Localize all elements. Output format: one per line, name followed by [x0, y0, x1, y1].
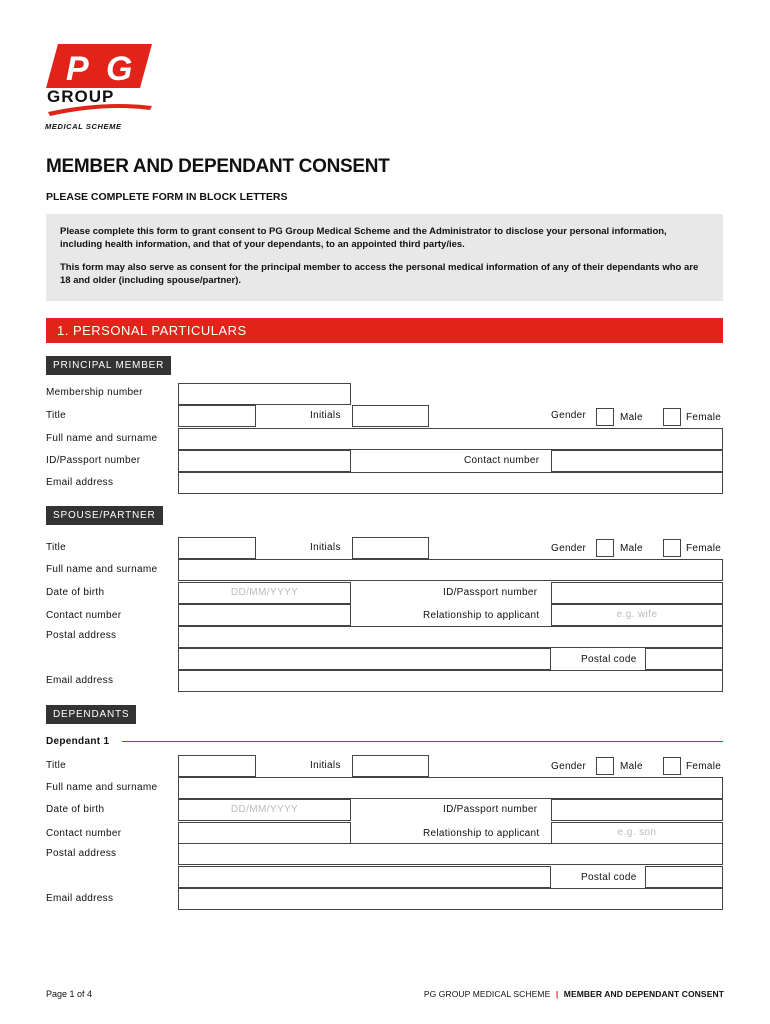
spouse-relationship-input[interactable]: e.g. wife — [551, 604, 723, 626]
spouse-dob-label: Date of birth — [46, 587, 105, 598]
dep-postal-label: Postal address — [46, 848, 117, 859]
footer-separator: | — [555, 989, 559, 999]
spouse-partner-tag: SPOUSE/PARTNER — [46, 506, 163, 525]
dep-postal-code-label: Postal code — [581, 872, 637, 883]
svg-text:G: G — [106, 50, 133, 88]
spouse-female-checkbox[interactable] — [663, 539, 681, 557]
spouse-fullname-label: Full name and surname — [46, 564, 158, 575]
intro-box — [46, 214, 723, 301]
footer-title — [424, 989, 724, 999]
contact-input[interactable] — [551, 450, 723, 472]
dep-id-label: ID/Passport number — [443, 804, 538, 815]
spouse-email-input[interactable] — [178, 670, 723, 692]
dep-gender-label: Gender — [551, 761, 587, 772]
spouse-postal-code-input[interactable] — [645, 648, 723, 670]
dependants-tag: DEPENDANTS — [46, 705, 136, 724]
spouse-postal-line-1[interactable] — [178, 626, 723, 648]
section-personal-particulars: 1. PERSONAL PARTICULARS — [46, 318, 723, 343]
spouse-relationship-label: Relationship to applicant — [423, 610, 540, 621]
male-label: Male — [620, 412, 643, 423]
spouse-title-input[interactable] — [178, 537, 256, 559]
footer-doc-title: MEMBER AND DEPENDANT CONSENT — [563, 989, 724, 999]
logo-group-text: GROUP — [47, 87, 115, 106]
dep-postal-line-2[interactable] — [178, 866, 551, 888]
email-input[interactable] — [178, 472, 723, 494]
dep-email-label: Email address — [46, 893, 114, 904]
title-label: Title — [46, 410, 67, 421]
contact-label: Contact number — [464, 455, 540, 466]
email-label: Email address — [46, 477, 114, 488]
spouse-title-label: Title — [46, 542, 67, 553]
title-input[interactable] — [178, 405, 256, 427]
id-input[interactable] — [178, 450, 351, 472]
spouse-id-input[interactable] — [551, 582, 723, 604]
membership-input[interactable] — [178, 383, 351, 405]
spouse-female-label: Female — [686, 543, 722, 554]
dep-title-input[interactable] — [178, 755, 256, 777]
dep-postal-code-input[interactable] — [645, 866, 723, 888]
dep-dob-label: Date of birth — [46, 804, 105, 815]
dep-fullname-input[interactable] — [178, 777, 723, 799]
svg-text:P: P — [66, 50, 89, 88]
initials-label: Initials — [310, 410, 341, 421]
dep-email-input[interactable] — [178, 888, 723, 910]
spouse-postal-line-2[interactable] — [178, 648, 551, 670]
dep-female-label: Female — [686, 761, 722, 772]
female-label: Female — [686, 412, 722, 423]
spouse-initials-label: Initials — [310, 542, 341, 553]
dep-contact-input[interactable] — [178, 822, 351, 844]
id-label: ID/Passport number — [46, 455, 141, 466]
page-number: Page 1 of 4 — [46, 989, 93, 999]
dep-postal-line-1[interactable] — [178, 843, 723, 865]
spouse-contact-input[interactable] — [178, 604, 351, 626]
dep-title-label: Title — [46, 760, 67, 771]
dep-male-checkbox[interactable] — [596, 757, 614, 775]
logo — [44, 42, 156, 134]
dependant-1-heading: Dependant 1 — [46, 736, 110, 747]
spouse-postal-code-label: Postal code — [581, 654, 637, 665]
dependant-1-divider — [122, 741, 723, 742]
page-subtitle: PLEASE COMPLETE FORM IN BLOCK LETTERS — [46, 191, 288, 203]
gender-label: Gender — [551, 410, 587, 421]
male-checkbox[interactable] — [596, 408, 614, 426]
spouse-male-checkbox[interactable] — [596, 539, 614, 557]
spouse-gender-label: Gender — [551, 543, 587, 554]
spouse-fullname-input[interactable] — [178, 559, 723, 581]
spouse-id-label: ID/Passport number — [443, 587, 538, 598]
footer-scheme: PG GROUP MEDICAL SCHEME — [423, 989, 551, 999]
spouse-email-label: Email address — [46, 675, 114, 686]
dep-relationship-label: Relationship to applicant — [423, 828, 540, 839]
spouse-initials-input[interactable] — [352, 537, 429, 559]
spouse-contact-label: Contact number — [46, 610, 122, 621]
logo-scheme-text: MEDICAL SCHEME — [45, 122, 122, 131]
dep-initials-input[interactable] — [352, 755, 429, 777]
fullname-label: Full name and surname — [46, 433, 158, 444]
dep-id-input[interactable] — [551, 799, 723, 821]
intro-paragraph-2: This form may also serve as consent for the principal member to access the personal medical information of any of their dependants who are 18 and older (including spouse/partner). — [60, 262, 699, 286]
dep-dob-input[interactable]: DD/MM/YYYY — [178, 799, 351, 821]
dep-fullname-label: Full name and surname — [46, 782, 158, 793]
fullname-input[interactable] — [178, 428, 723, 450]
initials-input[interactable] — [352, 405, 429, 427]
dep-initials-label: Initials — [310, 760, 341, 771]
dep-female-checkbox[interactable] — [663, 757, 681, 775]
page-title: MEMBER AND DEPENDANT CONSENT — [46, 156, 390, 177]
intro-paragraph-1: Please complete this form to grant consent to PG Group Medical Scheme and the Administrator to disclose your personal information, including health information, and that of your dependants, to an appointed third party/ies. — [60, 226, 667, 250]
dep-male-label: Male — [620, 761, 643, 772]
female-checkbox[interactable] — [663, 408, 681, 426]
spouse-dob-input[interactable]: DD/MM/YYYY — [178, 582, 351, 604]
membership-label: Membership number — [46, 387, 143, 398]
dep-relationship-input[interactable]: e.g. son — [551, 822, 723, 844]
dep-contact-label: Contact number — [46, 828, 122, 839]
spouse-male-label: Male — [620, 543, 643, 554]
spouse-postal-label: Postal address — [46, 630, 117, 641]
principal-member-tag: PRINCIPAL MEMBER — [46, 356, 171, 375]
